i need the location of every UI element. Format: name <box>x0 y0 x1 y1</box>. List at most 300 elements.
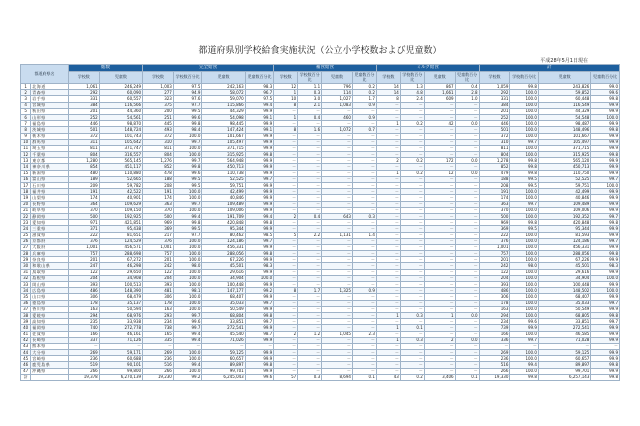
table-cell: 236 <box>68 356 99 362</box>
pref-name: 長野県 <box>31 201 69 207</box>
table-cell: 99.9 <box>591 257 620 263</box>
table-cell: － <box>424 244 455 250</box>
table-cell: － <box>298 337 322 343</box>
table-cell: 306 <box>479 294 510 300</box>
table-cell: 811 <box>68 145 99 151</box>
table-cell: 269 <box>479 350 510 356</box>
table-cell: 246,249 <box>99 84 142 90</box>
table-cell: 99.9 <box>591 164 620 170</box>
row-number: 40 <box>21 325 31 331</box>
table-cell: － <box>274 108 298 114</box>
table-cell: 1,001 <box>479 244 510 250</box>
table-cell: 486 <box>479 288 510 294</box>
table-cell: － <box>376 114 400 120</box>
table-cell: 99.9 <box>591 102 620 108</box>
table-cell: 99.5 <box>510 176 539 182</box>
table-cell: 393 <box>479 282 510 288</box>
table-cell: 116,566 <box>99 102 142 108</box>
col-header-child-ratio: 児童数百分比 <box>591 72 620 84</box>
row-number: 30 <box>21 263 31 269</box>
table-cell: 0.2 <box>400 158 424 164</box>
table-cell: 2.2 <box>298 232 322 238</box>
table-cell: 456,571 <box>99 244 142 250</box>
table-cell: 757 <box>143 251 174 257</box>
table-cell: 100.0 <box>173 195 202 201</box>
table-cell: 3.0 <box>298 96 322 102</box>
table-cell: － <box>376 133 400 139</box>
table-cell: 217 <box>143 232 174 238</box>
table-cell: 189 <box>68 176 99 182</box>
table-cell: 100.0 <box>591 275 620 281</box>
table-cell: 1.4 <box>352 232 376 238</box>
pref-name: 岡山県 <box>31 282 69 288</box>
table-cell: 100.0 <box>510 269 539 275</box>
table-cell: 99.4 <box>510 362 539 368</box>
table-cell: 99.9 <box>245 306 274 312</box>
table-cell: － <box>400 183 424 189</box>
table-cell: 269 <box>143 350 174 356</box>
pref-name: 京都府 <box>31 238 69 244</box>
table-cell: 500 <box>68 213 99 219</box>
table-cell: － <box>274 362 298 368</box>
table-cell: 100.0 <box>173 306 202 312</box>
table-cell: 852 <box>479 164 510 170</box>
table-cell: 147,177 <box>202 288 245 294</box>
table-cell: － <box>424 189 455 195</box>
table-cell: － <box>424 282 455 288</box>
table-cell: 191 <box>143 189 174 195</box>
table-cell: 486 <box>68 288 99 294</box>
table-cell: 148,724 <box>99 127 142 133</box>
table-cell: 45,501 <box>538 263 590 269</box>
table-cell: 163 <box>68 306 99 312</box>
table-cell: － <box>455 176 479 182</box>
table-cell: 370 <box>143 207 174 213</box>
pref-name: 和歌山県 <box>31 263 69 269</box>
table-cell: 100.0 <box>510 96 539 102</box>
table-cell: － <box>455 189 479 195</box>
table-cell: 208 <box>479 183 510 189</box>
table-cell: － <box>352 343 376 349</box>
table-cell: 335 <box>143 337 174 343</box>
table-cell: 174 <box>479 195 510 201</box>
table-cell: 60,657 <box>202 356 245 362</box>
pref-name: 香川県 <box>31 306 69 312</box>
table-cell: － <box>376 102 400 108</box>
table-cell: － <box>274 269 298 275</box>
table-cell: 99.8 <box>173 220 202 226</box>
row-number: 1 <box>21 84 31 90</box>
table-cell: 811 <box>479 145 510 151</box>
table-cell: 451,117 <box>99 164 142 170</box>
table-cell: － <box>424 145 455 151</box>
table-cell: 99.9 <box>245 170 274 176</box>
table-cell: 450,713 <box>538 164 590 170</box>
table-cell: 81,651 <box>99 232 142 238</box>
table-cell: 71,026 <box>202 337 245 343</box>
table-cell: 42 <box>424 121 455 127</box>
pref-name: 秋田県 <box>31 108 69 114</box>
table-cell: 34,904 <box>538 275 590 281</box>
table-cell: － <box>274 263 298 269</box>
table-cell: 99.9 <box>245 226 274 232</box>
table-cell: － <box>352 133 376 139</box>
table-cell: 99.7 <box>173 312 202 318</box>
table-cell: － <box>298 244 322 250</box>
table-cell: 99.9 <box>591 232 620 238</box>
table-cell: 50,594 <box>99 306 142 312</box>
table-cell: － <box>322 145 353 151</box>
col-header-child-count: 児童数 <box>424 72 455 84</box>
table-cell: － <box>143 343 174 349</box>
row-number: 41 <box>21 331 31 337</box>
table-cell: 99.9 <box>591 306 620 312</box>
row-number: 20 <box>21 201 31 207</box>
table-cell: 99.8 <box>510 164 539 170</box>
table-cell: 0.0 <box>455 337 479 343</box>
table-cell: 288,056 <box>202 251 245 257</box>
table-cell: － <box>455 251 479 257</box>
table-cell: 247 <box>68 263 99 269</box>
table-cell: － <box>352 226 376 232</box>
table-cell: 99.8 <box>245 220 274 226</box>
table-cell: 89,897 <box>538 362 590 368</box>
table-cell: 372 <box>68 133 99 139</box>
table-cell: 1,280 <box>68 158 99 164</box>
table-cell: 100.0 <box>510 232 539 238</box>
table-cell: － <box>352 269 376 275</box>
table-cell: － <box>352 244 376 250</box>
table-cell: － <box>322 176 353 182</box>
table-cell: 99.9 <box>245 257 274 263</box>
row-number: 19 <box>21 195 31 201</box>
table-cell: 122 <box>68 269 99 275</box>
table-cell: 100.0 <box>510 238 539 244</box>
table-cell: － <box>376 127 400 133</box>
table-cell: － <box>455 238 479 244</box>
table-cell: 1 <box>274 90 298 96</box>
table-cell: 33,851 <box>202 319 245 325</box>
table-cell: 204 <box>479 275 510 281</box>
table-cell: － <box>479 343 510 349</box>
table-cell: 100.0 <box>173 294 202 300</box>
table-cell: 252 <box>479 114 510 120</box>
table-cell: － <box>376 294 400 300</box>
table-cell: － <box>322 356 353 362</box>
table-cell: － <box>424 306 455 312</box>
table-cell: － <box>274 145 298 151</box>
table-cell: － <box>424 275 455 281</box>
table-cell: － <box>298 145 322 151</box>
row-number: 2 <box>21 90 31 96</box>
table-cell: － <box>298 108 322 114</box>
table-cell: 201 <box>68 257 99 263</box>
row-number: 25 <box>21 232 31 238</box>
table-cell: 100.0 <box>245 275 274 281</box>
table-cell: － <box>298 183 322 189</box>
table-cell: 60,688 <box>99 356 142 362</box>
table-cell: － <box>322 362 353 368</box>
table-cell: 99.8 <box>591 374 620 380</box>
row-number: 45 <box>21 356 31 362</box>
pref-name: 山形県 <box>31 114 69 120</box>
table-cell: 54,098 <box>202 114 245 120</box>
table-cell: 98.3 <box>245 263 274 269</box>
row-number: 33 <box>21 282 31 288</box>
row-number: 35 <box>21 294 31 300</box>
table-cell: 757 <box>479 251 510 257</box>
table-cell: － <box>352 158 376 164</box>
table-cell: 109,150 <box>99 207 142 213</box>
table-cell: 2 <box>274 213 298 219</box>
table-cell: － <box>274 337 298 343</box>
table-cell: 266 <box>479 368 510 374</box>
table-cell: 43 <box>376 374 400 380</box>
table-cell: － <box>400 275 424 281</box>
table-cell: 236 <box>143 356 174 362</box>
table-cell: 100.0 <box>173 300 202 306</box>
table-cell: － <box>274 356 298 362</box>
table-cell: 99.9 <box>245 325 274 331</box>
table-cell: － <box>322 238 353 244</box>
header-sub-row <box>21 72 620 84</box>
table-cell: － <box>298 121 322 127</box>
table-cell: － <box>274 343 298 349</box>
table-cell: 33,851 <box>538 319 590 325</box>
table-cell: － <box>400 288 424 294</box>
table-cell: 67,272 <box>99 257 142 263</box>
table-cell: 371,715 <box>538 145 590 151</box>
table-cell: 99.9 <box>591 269 620 275</box>
table-cell: － <box>352 207 376 213</box>
table-cell: 178 <box>479 300 510 306</box>
row-number: 36 <box>21 300 31 306</box>
table-cell: 109,006 <box>202 207 245 213</box>
table-cell: 188 <box>143 176 174 182</box>
table-cell: 124,186 <box>202 238 245 244</box>
table-cell: 99.7 <box>510 139 539 145</box>
table-cell: 0.1 <box>455 374 479 380</box>
table-cell: 1.0 <box>455 96 479 102</box>
table-cell: 0.2 <box>400 170 424 176</box>
table-cell: 14 <box>376 90 400 96</box>
table-cell: － <box>376 368 400 374</box>
table-cell: － <box>400 263 424 269</box>
table-cell: 272,541 <box>202 325 245 331</box>
table-cell: － <box>274 207 298 213</box>
table-cell: － <box>274 294 298 300</box>
table-cell: 71,028 <box>538 337 590 343</box>
table-cell: － <box>424 257 455 263</box>
table-cell: 60,090 <box>99 90 142 96</box>
table-cell: 0.4 <box>298 213 322 219</box>
table-cell: － <box>352 176 376 182</box>
table-cell: 99.9 <box>245 294 274 300</box>
table-cell: － <box>322 226 353 232</box>
table-cell: 493 <box>143 127 174 133</box>
table-cell: － <box>400 251 424 257</box>
table-cell: 100.0 <box>591 183 620 189</box>
pref-name: 奈良県 <box>31 257 69 263</box>
table-cell: 109,629 <box>99 201 142 207</box>
table-cell: 116,549 <box>538 102 590 108</box>
table-cell: － <box>274 275 298 281</box>
row-number: 22 <box>21 213 31 219</box>
table-cell: 208 <box>143 183 174 189</box>
table-cell: 100.0 <box>173 207 202 213</box>
table-cell: － <box>424 207 455 213</box>
table-cell: 0.2 <box>352 90 376 96</box>
table-cell: 740 <box>68 325 99 331</box>
table-cell: － <box>376 356 400 362</box>
table-cell: 100.0 <box>510 306 539 312</box>
table-cell: 100.0 <box>510 288 539 294</box>
pref-name: 大阪府 <box>31 244 69 250</box>
table-cell: 99.9 <box>591 294 620 300</box>
table-cell: 68,479 <box>99 294 142 300</box>
table-cell: 100.0 <box>173 368 202 374</box>
table-cell: 99.6 <box>173 319 202 325</box>
col-header-child-count: 児童数 <box>99 72 142 84</box>
table-cell: 99.7 <box>173 139 202 145</box>
table-cell: － <box>424 195 455 201</box>
table-cell: － <box>400 114 424 120</box>
table-cell: 269 <box>68 350 99 356</box>
table-cell: － <box>400 282 424 288</box>
table-cell: 174 <box>68 195 99 201</box>
table-cell: 99.7 <box>591 319 620 325</box>
table-cell: 1.6 <box>298 127 322 133</box>
table-cell: 99.9 <box>591 282 620 288</box>
table-cell: － <box>424 164 455 170</box>
col-header-school-count: 学校数 <box>479 72 510 84</box>
table-cell: － <box>352 337 376 343</box>
table-cell: － <box>322 139 353 145</box>
table-cell: － <box>352 263 376 269</box>
row-number: 23 <box>21 220 31 226</box>
table-cell: 310 <box>479 139 510 145</box>
table-cell: 99.4 <box>245 102 274 108</box>
table-cell: － <box>455 108 479 114</box>
table-cell: 393 <box>143 282 174 288</box>
row-number: 29 <box>21 257 31 263</box>
table-cell: 99.9 <box>245 201 274 207</box>
table-cell: － <box>322 325 353 331</box>
table-cell: 8 <box>376 96 400 102</box>
table-cell: 969 <box>143 220 174 226</box>
table-cell: － <box>298 189 322 195</box>
table-cell: 0.4 <box>298 114 322 120</box>
table-cell: 42,499 <box>202 189 245 195</box>
table-cell: 99.7 <box>591 213 620 219</box>
table-cell: 201 <box>68 108 99 114</box>
table-cell: － <box>376 275 400 281</box>
table-cell: 178 <box>143 300 174 306</box>
table-cell: 178 <box>68 300 99 306</box>
table-cell: － <box>352 251 376 257</box>
table-cell: － <box>298 133 322 139</box>
table-cell: － <box>376 152 400 158</box>
table-cell: 110,750 <box>538 170 590 176</box>
table-cell: 99.7 <box>510 337 539 343</box>
table-cell: － <box>352 319 376 325</box>
table-cell: 60,657 <box>538 356 590 362</box>
col-header-school-ratio: 学校数百分比 <box>299 72 320 82</box>
table-cell: 100.0 <box>510 195 539 201</box>
table-cell: 99.8 <box>591 312 620 318</box>
table-cell: － <box>322 152 353 158</box>
table-cell: 1,061 <box>68 84 99 90</box>
table-cell: 98,870 <box>99 121 142 127</box>
table-cell: 90,101 <box>99 362 142 368</box>
table-cell: 99.9 <box>245 108 274 114</box>
table-cell: 315,925 <box>202 152 245 158</box>
table-cell: － <box>424 152 455 158</box>
table-cell: 46,298 <box>99 263 142 269</box>
table-cell: － <box>322 158 353 164</box>
row-number: 7 <box>21 121 31 127</box>
table-cell: 14 <box>376 84 400 90</box>
table-cell: 95,438 <box>99 226 142 232</box>
table-cell: 98.0 <box>173 263 202 269</box>
table-cell: 100.0 <box>173 189 202 195</box>
pref-name: 岐阜県 <box>31 207 69 213</box>
table-cell: 369 <box>143 226 174 232</box>
table-cell: － <box>298 350 322 356</box>
table-cell: 99.9 <box>591 244 620 250</box>
table-cell: － <box>400 213 424 219</box>
table-cell: 166 <box>479 331 510 337</box>
table-cell: － <box>455 269 479 275</box>
table-cell: － <box>274 189 298 195</box>
table-cell: 99.6 <box>173 170 202 176</box>
table-cell: 45,501 <box>202 263 245 269</box>
table-cell: 99.9 <box>591 356 620 362</box>
pref-name: 岩手県 <box>31 96 69 102</box>
table-cell: － <box>424 288 455 294</box>
table-cell: 100.0 <box>510 121 539 127</box>
table-cell: 0.0 <box>455 312 479 318</box>
table-cell: － <box>455 183 479 189</box>
table-cell: 99.7 <box>510 201 539 207</box>
table-cell: － <box>274 312 298 318</box>
pref-name: 大分県 <box>31 350 69 356</box>
table-cell: 94.9 <box>173 90 202 96</box>
table-cell: － <box>424 232 455 238</box>
table-cell: 757 <box>68 251 99 257</box>
table-cell: － <box>400 232 424 238</box>
table-cell: 52,665 <box>99 176 142 182</box>
col-header-school-count: 学校数 <box>376 72 400 84</box>
table-cell: 0.9 <box>352 102 376 108</box>
table-cell: － <box>298 176 322 182</box>
table-cell: － <box>173 343 202 349</box>
table-cell: 445 <box>143 121 174 127</box>
table-cell: － <box>376 350 400 356</box>
table-cell: 59,171 <box>99 350 142 356</box>
table-cell: 99.8 <box>245 312 274 318</box>
table-cell: － <box>376 244 400 250</box>
table-cell: － <box>400 201 424 207</box>
table-cell: － <box>424 220 455 226</box>
group-milk-header: ミルク給食 <box>376 65 479 72</box>
table-cell: － <box>424 294 455 300</box>
table-cell: － <box>376 288 400 294</box>
table-cell: 97.6 <box>173 96 202 102</box>
table-cell: 99.7 <box>591 238 620 244</box>
table-cell: 46,161 <box>99 331 142 337</box>
table-cell: 99.2 <box>245 288 274 294</box>
